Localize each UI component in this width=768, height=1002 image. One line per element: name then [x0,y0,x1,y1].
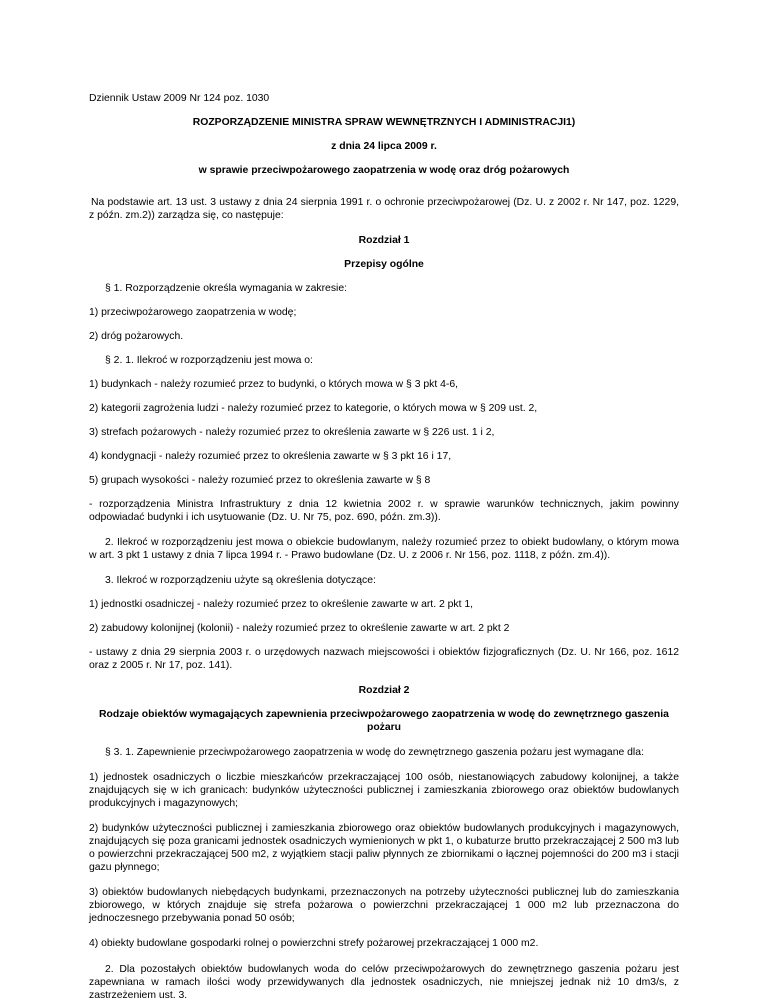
section-3-item: 2) budynków użyteczności publicznej i zamieszkania zbiorowego oraz obiektów budowlanych produkcyjnych i magazynowych, znajdujących się poza granicami jednostek osadniczych wymienionych w pkt 1, o kubaturze brutto przekraczającej 2 500 m3 lub o powierzchni przekraczającej 500 m2, z wyjątkiem stacji paliw płynnych ze zbiornikami o łącznej pojemności do 200 m3 i stacji gazu płynnego; [89,823,679,873]
journal-header: Dziennik Ustaw 2009 Nr 124 poz. 1030 [89,93,270,104]
chapter-1-label: Rozdział 1 [358,235,410,246]
section-2-item: 2) kategorii zagrożenia ludzi - należy rozumieć przez to kategorie, o których mowa w § 209 ust. 2, [89,403,538,414]
section-2-item: 5) grupach wysokości - należy rozumieć przez to określenia zawarte w § 8 [89,475,431,486]
section-3-item: 4) obiekty budowlane gospodarki rolnej o powierzchni strefy pożarowej przekraczającej 1 000 m2. [89,938,539,949]
regulation-title: ROZPORZĄDZENIE MINISTRA SPRAW WEWNĘTRZNYCH I ADMINISTRACJI1) [192,117,576,128]
section-2-item: 4) kondygnacji - należy rozumieć przez to określenia zawarte w § 3 pkt 16 i 17, [89,451,452,462]
chapter-2-label: Rozdział 2 [358,685,410,696]
section-2-item: 3) strefach pożarowych - należy rozumieć przez to określenia zawarte w § 226 ust. 1 i 2, [89,427,495,438]
section-3-intro: § 3. 1. Zapewnienie przeciwpożarowego zaopatrzenia w wodę do zewnętrznego gaszenia pożaru jest wymagane dla: [105,747,644,758]
section-1-item: 2) dróg pożarowych. [89,331,184,342]
section-2-ust-3: 3. Ilekroć w rozporządzeniu użyte są określenia dotyczące: [105,575,376,586]
section-2-item: 1) budynkach - należy rozumieć przez to budynki, o których mowa w § 3 pkt 4-6, [89,379,459,390]
preamble: Na podstawie art. 13 ust. 3 ustawy z dnia 24 sierpnia 1991 r. o ochronie przeciwpożarowej (Dz. U. z 2002 r. Nr 147, poz. 1229, z późn. zm.2)) zarządza się, co następuje: [89,197,679,221]
section-1-item: 1) przeciwpożarowego zaopatrzenia w wodę; [89,307,297,318]
chapter-1-title: Przepisy ogólne [344,259,424,270]
section-2-ust-2: 2. Ilekroć w rozporządzeniu jest mowa o obiekcie budowlanym, należy rozumieć przez to obiekt budowlany, o którym mowa w art. 3 pkt 1 ustawy z dnia 7 lipca 1994 r. - Prawo budowlane (Dz. U. z 2006 r. Nr 156, poz. 1118, z późn. zm.4)). [89,537,679,561]
regulation-subject: w sprawie przeciwpożarowego zaopatrzenia w wodę oraz dróg pożarowych [198,165,570,176]
section-3-ust-2: 2. Dla pozostałych obiektów budowlanych woda do celów przeciwpożarowych do zewnętrznego gaszenia pożaru jest zapewniana w ramach ilości wody przewidywanych dla jednostek osadniczych, nie mniejszej jednak niż 10 dm3/s, z zastrzeżeniem ust. 3. [89,964,679,1001]
section-2-ust-3-item: 1) jednostki osadniczej - należy rozumieć przez to określenie zawarte w art. 2 pkt 1, [89,599,474,610]
section-2-intro: § 2. 1. Ilekroć w rozporządzeniu jest mowa o: [105,355,313,366]
section-2-closing: - rozporządzenia Ministra Infrastruktury z dnia 12 kwietnia 2002 r. w sprawie warunków technicznych, jakim powinny odpowiadać budynki i ich usytuowanie (Dz. U. Nr 75, poz. 690, późn. zm.3)). [89,499,679,523]
section-3-item: 1) jednostek osadniczych o liczbie mieszkańców przekraczającej 100 osób, niestanowiących zabudowy kolonijnej, a także znajdujących się w ich granicach: budynków użyteczności publicznej i zamieszkania zbiorowego oraz obiektów budowlanych produkcyjnych i magazynowych; [89,772,679,809]
section-3-item: 3) obiektów budowlanych niebędących budynkami, przeznaczonych na potrzeby użyteczności publicznej lub do zamieszkania zbiorowego, w których znajduje się strefa pożarowa o powierzchni przekraczającej 1 000 m2 lub przeznaczona do jednoczesnego przebywania ponad 50 osób; [89,887,679,924]
regulation-date: z dnia 24 lipca 2009 r. [331,141,437,152]
section-2-ust-3-item: 2) zabudowy kolonijnej (kolonii) - należy rozumieć przez to określenie zawarte w art. 2 pkt 2 [89,623,510,634]
section-2-ust-3-closing: - ustawy z dnia 29 sierpnia 2003 r. o urzędowych nazwach miejscowości i obiektów fizjograficznych (Dz. U. Nr 166, poz. 1612 oraz z 2005 r. Nr 17, poz. 141). [89,647,679,671]
section-1-intro: § 1. Rozporządzenie określa wymagania w zakresie: [105,283,347,294]
chapter-2-title: Rodzaje obiektów wymagających zapewnienia przeciwpożarowego zaopatrzenia w wodę do zewnętrznego gaszenia pożaru [99,709,669,733]
